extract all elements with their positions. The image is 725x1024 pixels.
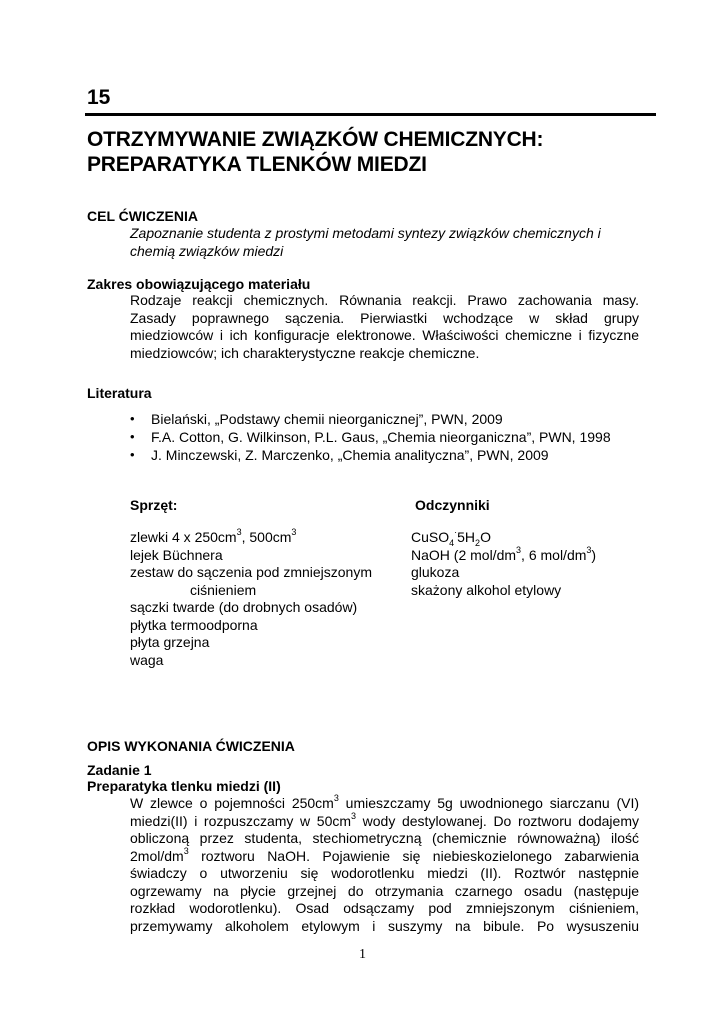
page-number: 1 <box>359 947 366 962</box>
zadanie-subheading: Preparatyka tlenku miedzi (II) <box>87 778 281 794</box>
sprzet-item: lejek Büchnera <box>130 546 223 563</box>
literatura-item <box>128 446 611 464</box>
literatura-item-text: J. Minczewski, Z. Marczenko, „Chemia analityczna”, PWN, 2009 <box>151 447 549 463</box>
sprzet-item: zlewki 4 x $250cm^3$, $500cm^3$ <box>130 527 297 545</box>
zadanie-line: $2mol/dm^3$ roztworu NaOH. Pojawienie się niebieskozielonego zabarwienia <box>130 845 639 864</box>
zadanie-heading: Zadanie 1 <box>87 762 152 778</box>
zadanie-line: rozkład wodorotlenku). Osad odsączamy pod zmniejszonym ciśnieniem, <box>130 900 639 916</box>
zakres-text <box>130 292 639 362</box>
bullet-icon: • <box>130 447 135 462</box>
literatura-list <box>128 410 611 464</box>
sprzet-item: waga <box>130 651 164 668</box>
literatura-item <box>128 428 611 446</box>
zadanie-text <box>130 795 639 935</box>
zakres-line: miedziowców i ich konfiguracje elektronowe. Właściwości chemiczne i fizyczne <box>130 327 639 343</box>
zadanie-line: W zlewce o pojemności $250cm^3$ umieszczamy 5g uwodnionego siarczanu (VI) <box>130 793 640 811</box>
odczynnik-item: $CuSO_4^\cdot 5H_2O$ <box>411 527 491 548</box>
sprzet-item: płytka termoodporna <box>130 616 258 633</box>
literatura-item-text: F.A. Cotton, G. Wilkinson, P.L. Gaus, „Chemia nieorganiczna”, PWN, 1998 <box>151 429 611 445</box>
sprzet-item: zestaw do sączenia pod zmniejszonym <box>130 564 373 580</box>
zakres-line: miedziowców; ich charakterystyczne reakcje chemiczne. <box>130 344 480 361</box>
zakres-heading: Zakres obowiązującego materiału <box>87 276 311 292</box>
sprzet-item: płyta grzejna <box>130 634 210 650</box>
header-rule <box>85 113 656 116</box>
chapter-title-line-2: PREPARATYKA TLENKÓW MIEDZI <box>87 153 427 176</box>
odczynnik-item: skażony alkohol etylowy <box>411 581 562 598</box>
zakres-line: Zasady poprawnego sączenia. Pierwiastki wchodzące w skład grupy <box>130 309 639 326</box>
odczynnik-item: glukoza <box>411 564 460 580</box>
odczynniki-heading: Odczynniki <box>415 497 490 513</box>
odczynniki-list <box>411 529 596 599</box>
sprzet-list <box>130 529 372 669</box>
chapter-title-line-1: OTRZYMYWANIE ZWIĄZKÓW CHEMICZNYCH: <box>87 128 544 151</box>
zadanie-line: obliczoną przez studenta, stechiometryczną (chemicznie równoważną) ilość <box>130 830 639 846</box>
sprzet-item-continuation: ciśnieniem <box>190 581 257 598</box>
cel-text <box>130 225 601 260</box>
odczynnik-item: NaOH (2 mol/$dm^3$, 6 mol/$dm^3$) <box>411 544 597 563</box>
zadanie-line: przemywamy alkoholem etylowym i suszymy na bibule. Po wysuszeniu <box>130 917 639 934</box>
bullet-icon: • <box>130 429 135 444</box>
chapter-number: 15 <box>87 86 111 109</box>
zakres-line: Rodzaje reakcji chemicznych. Równania reakcji. Prawo zachowania masy. <box>130 292 639 308</box>
zadanie-line: ogrzewamy na płycie grzejnej do otrzymania czarnego osadu (następuje <box>130 882 639 899</box>
opis-heading: OPIS WYKONANIA ĆWICZENIA <box>87 738 295 754</box>
bullet-icon: • <box>130 411 135 426</box>
zadanie-line: miedzi(II) i rozpuszczamy w $50cm^3$ wody destylowanej. Do roztworu dodajemy <box>130 810 639 829</box>
cel-line: Zapoznanie studenta z prostymi metodami syntezy związków chemicznych i <box>130 225 601 241</box>
literatura-item-text: Bielański, „Podstawy chemii nieorganicznej”, PWN, 2009 <box>151 411 503 427</box>
literatura-item <box>128 410 611 428</box>
zadanie-line: świadczy o utworzeniu się wodorotlenku miedzi (II). Roztwór następnie <box>130 865 639 881</box>
sprzet-heading: Sprzęt: <box>130 497 178 513</box>
cel-line: chemią związków miedzi <box>130 242 284 259</box>
cel-heading: CEL ĆWICZENIA <box>87 208 198 224</box>
literatura-heading: Literatura <box>87 385 152 401</box>
sprzet-item: sączki twarde (do drobnych osadów) <box>130 599 358 615</box>
